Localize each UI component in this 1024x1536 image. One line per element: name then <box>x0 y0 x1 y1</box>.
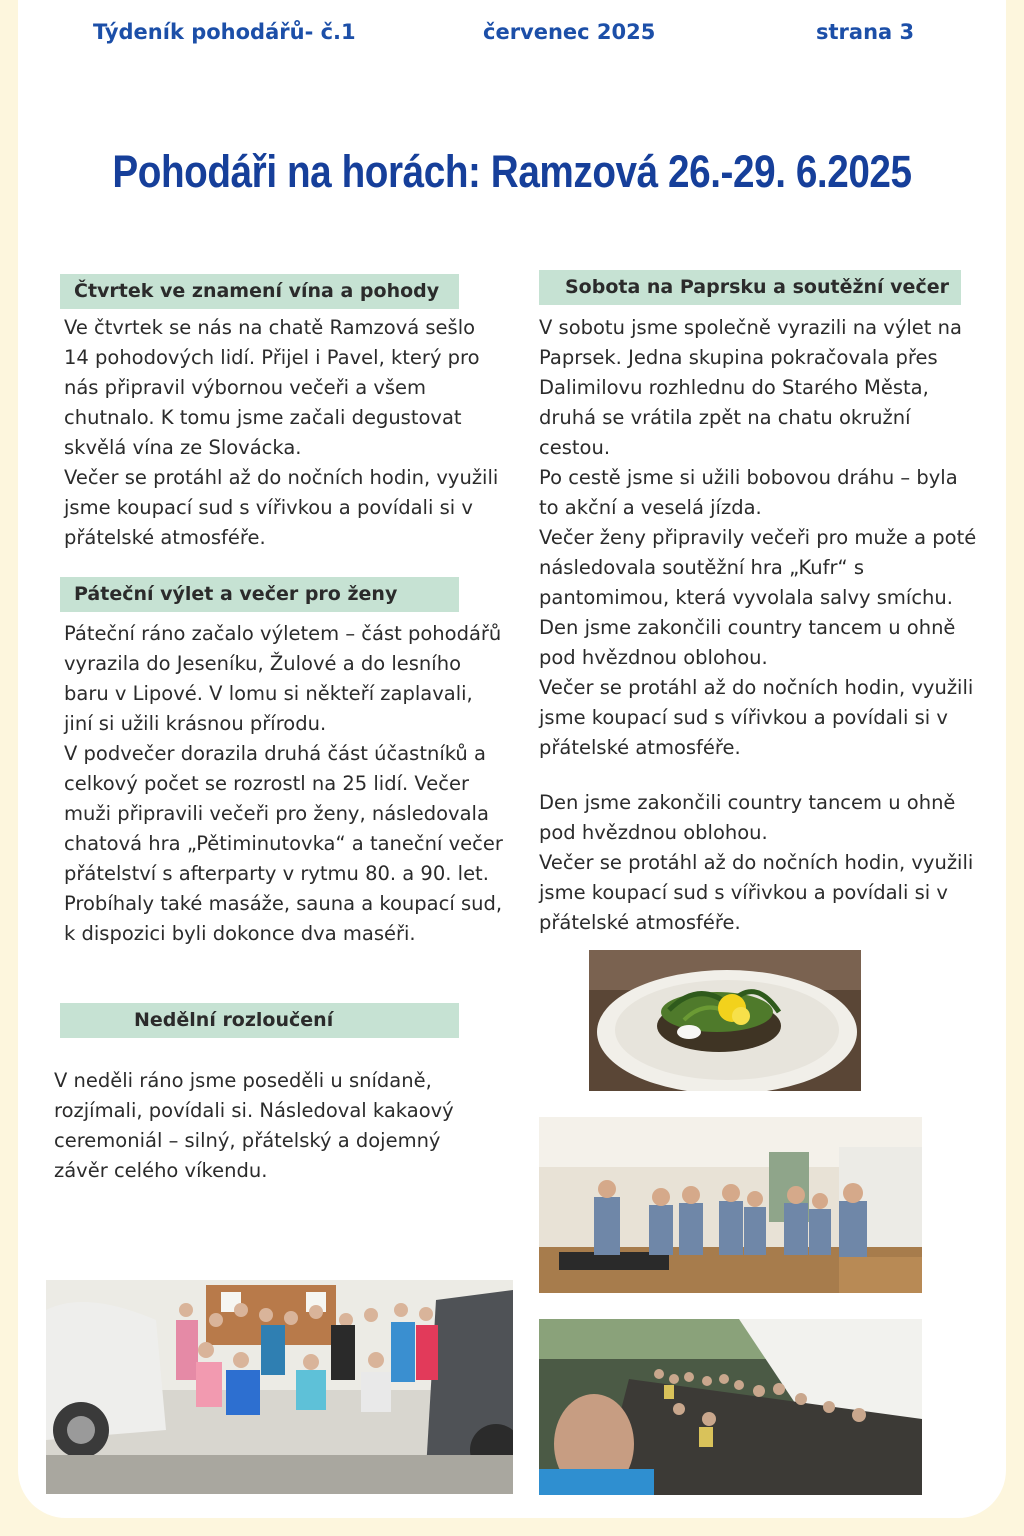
section-body-sunday <box>54 1066 494 1186</box>
page-title: Pohodáři na horách: Ramzová 26.-29. 6.2025 <box>112 146 912 197</box>
paragraph: Večer se protáhl až do nočních hodin, využili jsme koupací sud s vířivkou a povídali si v přátelské atmosféře. <box>539 676 974 759</box>
paragraph: V podvečer dorazila druhá část účastníků a celkový počet se rozrostl na 25 lidí. Večer muži připravili večeři pro ženy, následovala chatová hra „Pětiminutovka“ a taneční večer přátelství s afterparty v rytmu 80. a 90. let. <box>64 742 503 885</box>
section-body-friday <box>64 619 504 949</box>
photo-group-outdoors <box>46 1280 513 1494</box>
paragraph: Den jsme zakončili country tancem u ohně pod hvězdnou oblohou. <box>539 616 956 669</box>
page-number: strana 3 <box>816 20 915 44</box>
section-body-saturday <box>539 313 979 763</box>
paragraph: Páteční ráno začalo výletem – část pohodářů vyrazila do Jeseníku, Žulové a do lesního baru v Lipové. V lomu si někteří zaplavali, jiní si užili krásnou přírodu. <box>64 622 502 735</box>
photo-food-plate <box>589 950 861 1091</box>
paragraph: Ve čtvrtek se nás na chatě Ramzová sešlo 14 pohodových lidí. Přijel i Pavel, který pro nás připravil výbornou večeři a všem chutnalo. K tomu jsme začali degustovat skvělá vína ze Slovácka. <box>64 316 480 459</box>
paragraph: Večer ženy připravily večeři pro muže a poté následovala soutěžní hra „Kufr“ s pantomimou, která vyvolala salvy smíchu. <box>539 526 977 609</box>
issue-date: červenec 2025 <box>483 20 656 44</box>
paragraph: Večer se protáhl až do nočních hodin, využili jsme koupací sud s vířivkou a povídali si v přátelské atmosféře. <box>64 466 499 549</box>
section-body-thursday <box>64 313 504 553</box>
paragraph: Večer se protáhl až do nočních hodin, využili jsme koupací sud s vířivkou a povídali si v přátelské atmosféře. <box>539 851 974 934</box>
paragraph: V neděli ráno jsme poseděli u snídaně, rozjímali, povídali si. Následoval kakaový ceremoniál – silný, přátelský a dojemný závěr celého víkendu. <box>54 1069 454 1182</box>
photo-kitchen-group <box>539 1117 922 1293</box>
newsletter-page <box>18 0 1006 1518</box>
paragraph: Den jsme zakončili country tancem u ohně pod hvězdnou oblohou. <box>539 791 956 844</box>
paragraph: Probíhaly také masáže, sauna a koupací sud, k dispozici byli dokonce dva maséři. <box>64 892 503 945</box>
section-heading-friday: Páteční výlet a večer pro ženy <box>60 577 459 612</box>
section-heading-thursday: Čtvrtek ve znamení vína a pohody <box>60 274 459 309</box>
section-heading-sunday: Nedělní rozloučení <box>60 1003 459 1038</box>
paragraph: V sobotu jsme společně vyrazili na výlet na Paprsek. Jedna skupina pokračovala přes Dalimilovu rozhlednu do Starého Města, druhá se vrátila zpět na chatu okružní cestou. <box>539 316 962 459</box>
section-body-saturday-extra <box>539 788 979 938</box>
section-heading-saturday: Sobota na Paprsku a soutěžní večer <box>539 270 961 305</box>
photo-terrace-selfie <box>539 1319 922 1495</box>
publication-name: Týdeník pohodářů- č.1 <box>93 20 356 44</box>
paragraph: Po cestě jsme si užili bobovou dráhu – byla to akční a veselá jízda. <box>539 466 958 519</box>
